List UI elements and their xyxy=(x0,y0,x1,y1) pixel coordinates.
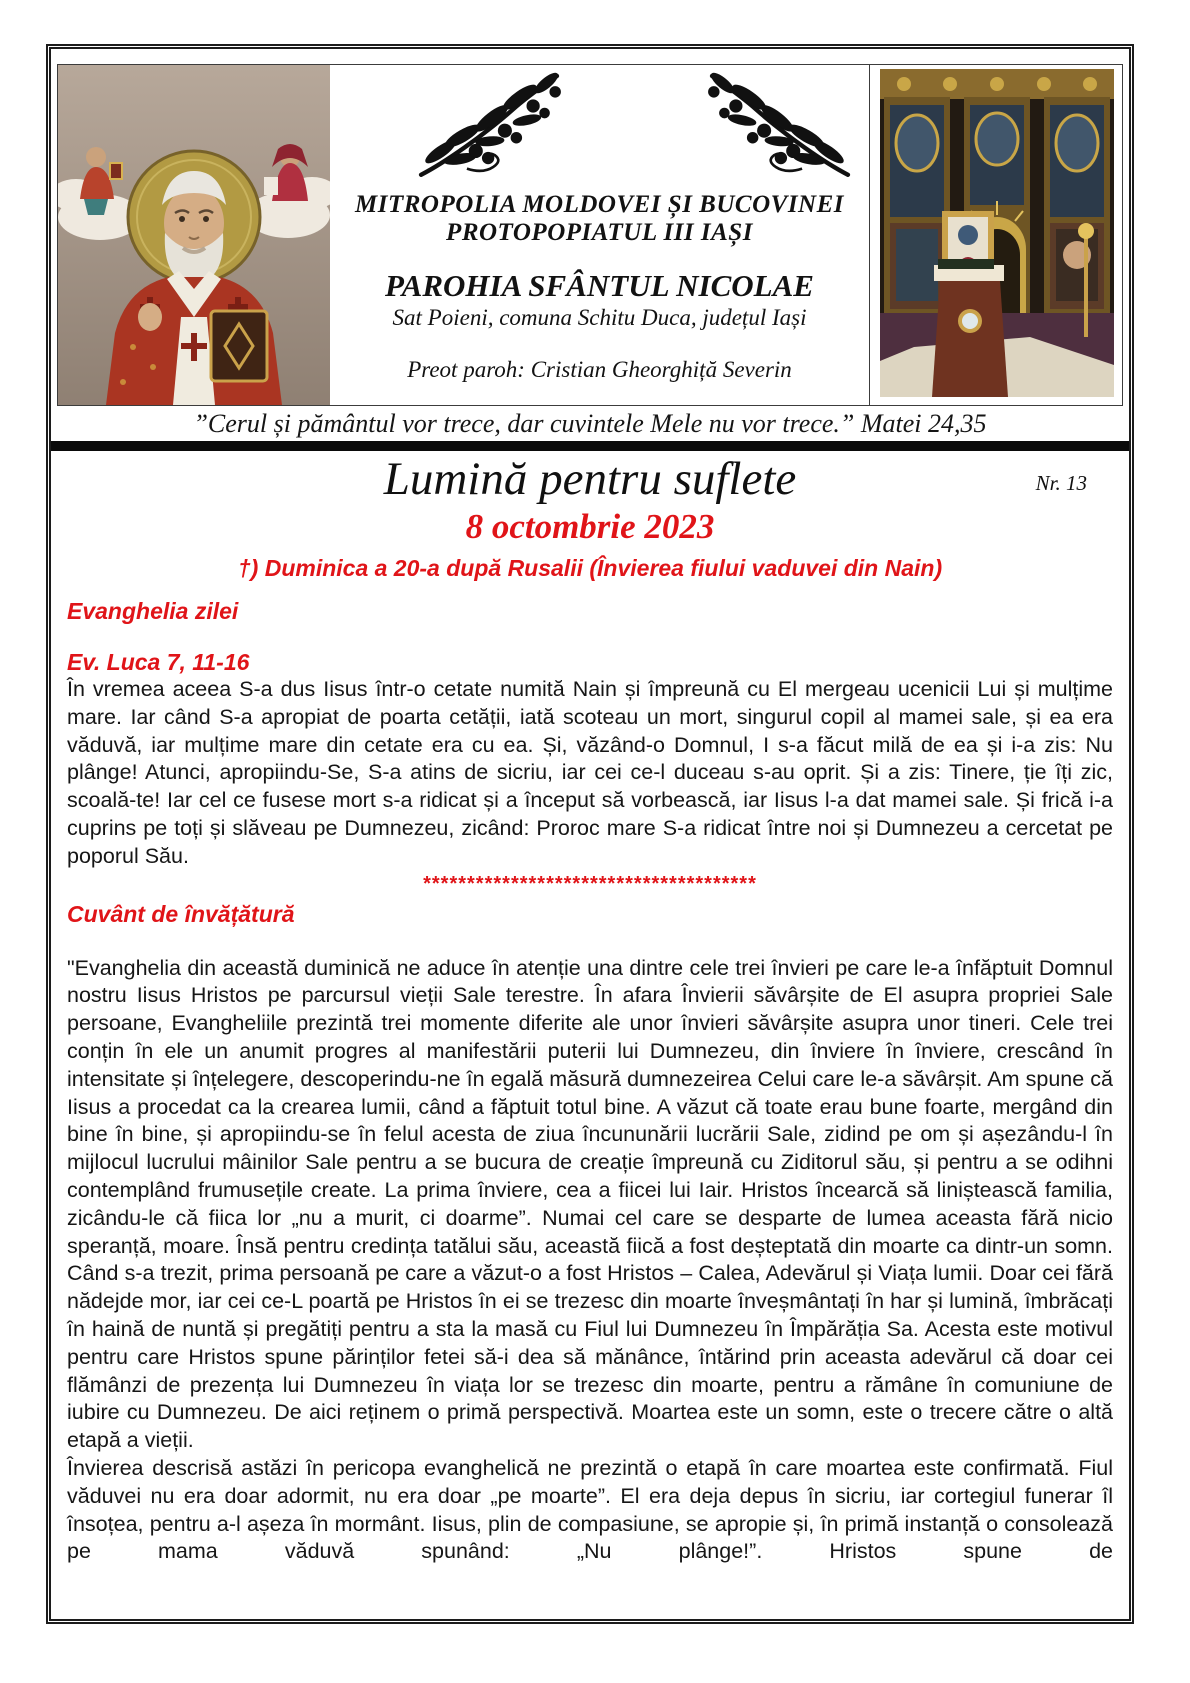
gospel-text: În vremea aceea S-a dus Iisus într-o cetate numită Nain și împreună cu El mergeau ucenicii Lui și mulțime mare. Iar când S-a apropiat de poarta cetății, iată scoteau un mort, singurul copil al mamei sale, și ea era văduvă, iar mulțime mare din cetate era cu ea. Și, văzând-o Domnul, I s-a făcut milă de ea și i-a zis: Nu plânge! Atunci, apropiindu-Se, S-a atins de sicriu, iar cei ce-l duceau s-au oprit. Și a zis: Tinere, ție îți zic, scoală-te! Iar cel ce fusese mort s-a ridicat și a început să vorbească, iar Iisus l-a dat mamei sale. Și frică i-a cuprins pe toți și slăveau pe Dumnezeu, zicând: Proroc mare S-a ridicat între noi și Dumnezeu a cercetat pe poporul Său. xyxy=(67,677,1113,868)
church-interior-photo xyxy=(880,69,1114,397)
issue-date: 8 octombrie 2023 xyxy=(465,507,715,546)
parish-name: PAROHIA SFÂNTUL NICOLAE xyxy=(385,268,814,303)
page-frame xyxy=(46,44,1134,1624)
olive-branch-ornament-right-icon xyxy=(705,67,855,187)
separator-stars: ************************************** xyxy=(423,872,757,895)
header xyxy=(57,64,1123,406)
content xyxy=(51,598,1129,1566)
issue-number: Nr. 13 xyxy=(1035,471,1087,495)
olive-branch-ornament-left-icon xyxy=(414,67,564,187)
protopopiate-line: PROTOPOPIATUL III IAȘI xyxy=(446,219,753,246)
church-interior-image xyxy=(869,65,1122,405)
parish-address: Sat Poieni, comuna Schitu Duca, județul Iași xyxy=(392,305,807,330)
page-title: Lumină pentru suflete xyxy=(383,453,797,505)
metropolis-line: MITROPOLIA MOLDOVEI ȘI BUCOVINEI xyxy=(354,191,845,218)
teaching-heading: Cuvânt de învățătură xyxy=(67,900,295,927)
masthead xyxy=(51,452,1129,506)
st-nicholas-icon-image xyxy=(58,65,330,405)
priest-line: Preot paroh: Cristian Gheorghiță Severin xyxy=(407,357,792,382)
sunday-subtitle: †) Duminica a 20-a după Rusalii (Învierea fiului vaduvei din Nain) xyxy=(237,555,943,581)
teaching-paragraph-1: "Evanghelia din această duminică ne aduce în atenție una dintre cele trei învieri pe care le-a înfăptuit Domnul nostru Iisus Hristos pe parcursul vieții Sale terestre. În afara Învierii săvârșite de El asupra propriei Sale persoane, Evangheliile prezintă trei momente diferite ale unor învieri săvârșite asupra unor tineri. Cele trei conțin în ele un anumit progres al manifestării puterii lui Dumnezeu, din înviere în înviere, crescând în intensitate și înțelegere, descoperindu-ne în egală măsură dumnezeirea Celui care le-a săvârșit. Am spune că Iisus a procedat ca la crearea lumii, când a făptuit totul bine. A văzut că toate erau bune foarte, mergând din bine în bine, și apropiindu-se în felul acesta de ziua încununării lucrării Sale, zidind pe om și așezându-l în mijlocul lucrului mâinilor Sale pentru a se bucura de creație împreună cu Ziditorul său, și pentru a se odihni contemplând frumusețile create. La prima înviere, cea a fiicei lui Iair. Hristos încearcă să liniștească familia, zicându-le că fiica lor „nu a murit, ci doarme”. Numai cel care se desparte de lumea aceasta fără nicio speranță, moare. Însă pentru credința tatălui său, această fiică a fost deșteptată din moarte ca dintr-un somn. Când s-a trezit, prima persoană pe care a văzut-o a fost Hristos – Calea, Adevărul și Viața lumii. Doar cei fără nădejde mor, iar cei ce-L poartă pe Hristos în ei se trezesc din moarte înveșmântați în har și lumină, îmbrăcați în haină de nuntă și pregătiți pentru a sta la masă cu Fiul lui Dumnezeu în Împărăția Sa. Acesta este motivul pentru care Hristos spune părinților fetei să-i dea să mănânce, întărind prin aceasta adevărul că doar cei flămânzi de prezența lui Dumnezeu în viața lor se trezesc din moarte, pentru a rămâne în comuniune de iubire cu Dumnezeu. De aici reținem o primă perspectivă. Moartea este un somn, este o trecere către o altă etapă a vieții. xyxy=(67,955,1113,1453)
gospel-reference: Ev. Luca 7, 11-16 xyxy=(67,649,250,675)
header-center xyxy=(330,65,869,405)
st-nicholas-icon xyxy=(58,65,330,405)
gospel-section-heading: Evanghelia zilei xyxy=(67,598,239,624)
teaching-paragraph-2: Învierea descrisă astăzi în pericopa evanghelică ne prezintă o etapă în care moartea este confirmată. Fiul văduvei nu era doar adormit, nu era doar „pe moarte”. El era deja depus în sicriu, iar cortegiul funerar îl însoțea, pentru a-l așeza în mormânt. Iisus, plin de compasiune, se apropie și, în primă instanță o consolează pe mama văduvă spunând: „Nu plânge!”. Hristos spune de xyxy=(67,1455,1113,1564)
divider-bar xyxy=(51,441,1129,451)
scripture-quote: ”Cerul și pământul vor trece, dar cuvintele Mele nu vor trece.” Matei 24,35 xyxy=(193,409,987,438)
